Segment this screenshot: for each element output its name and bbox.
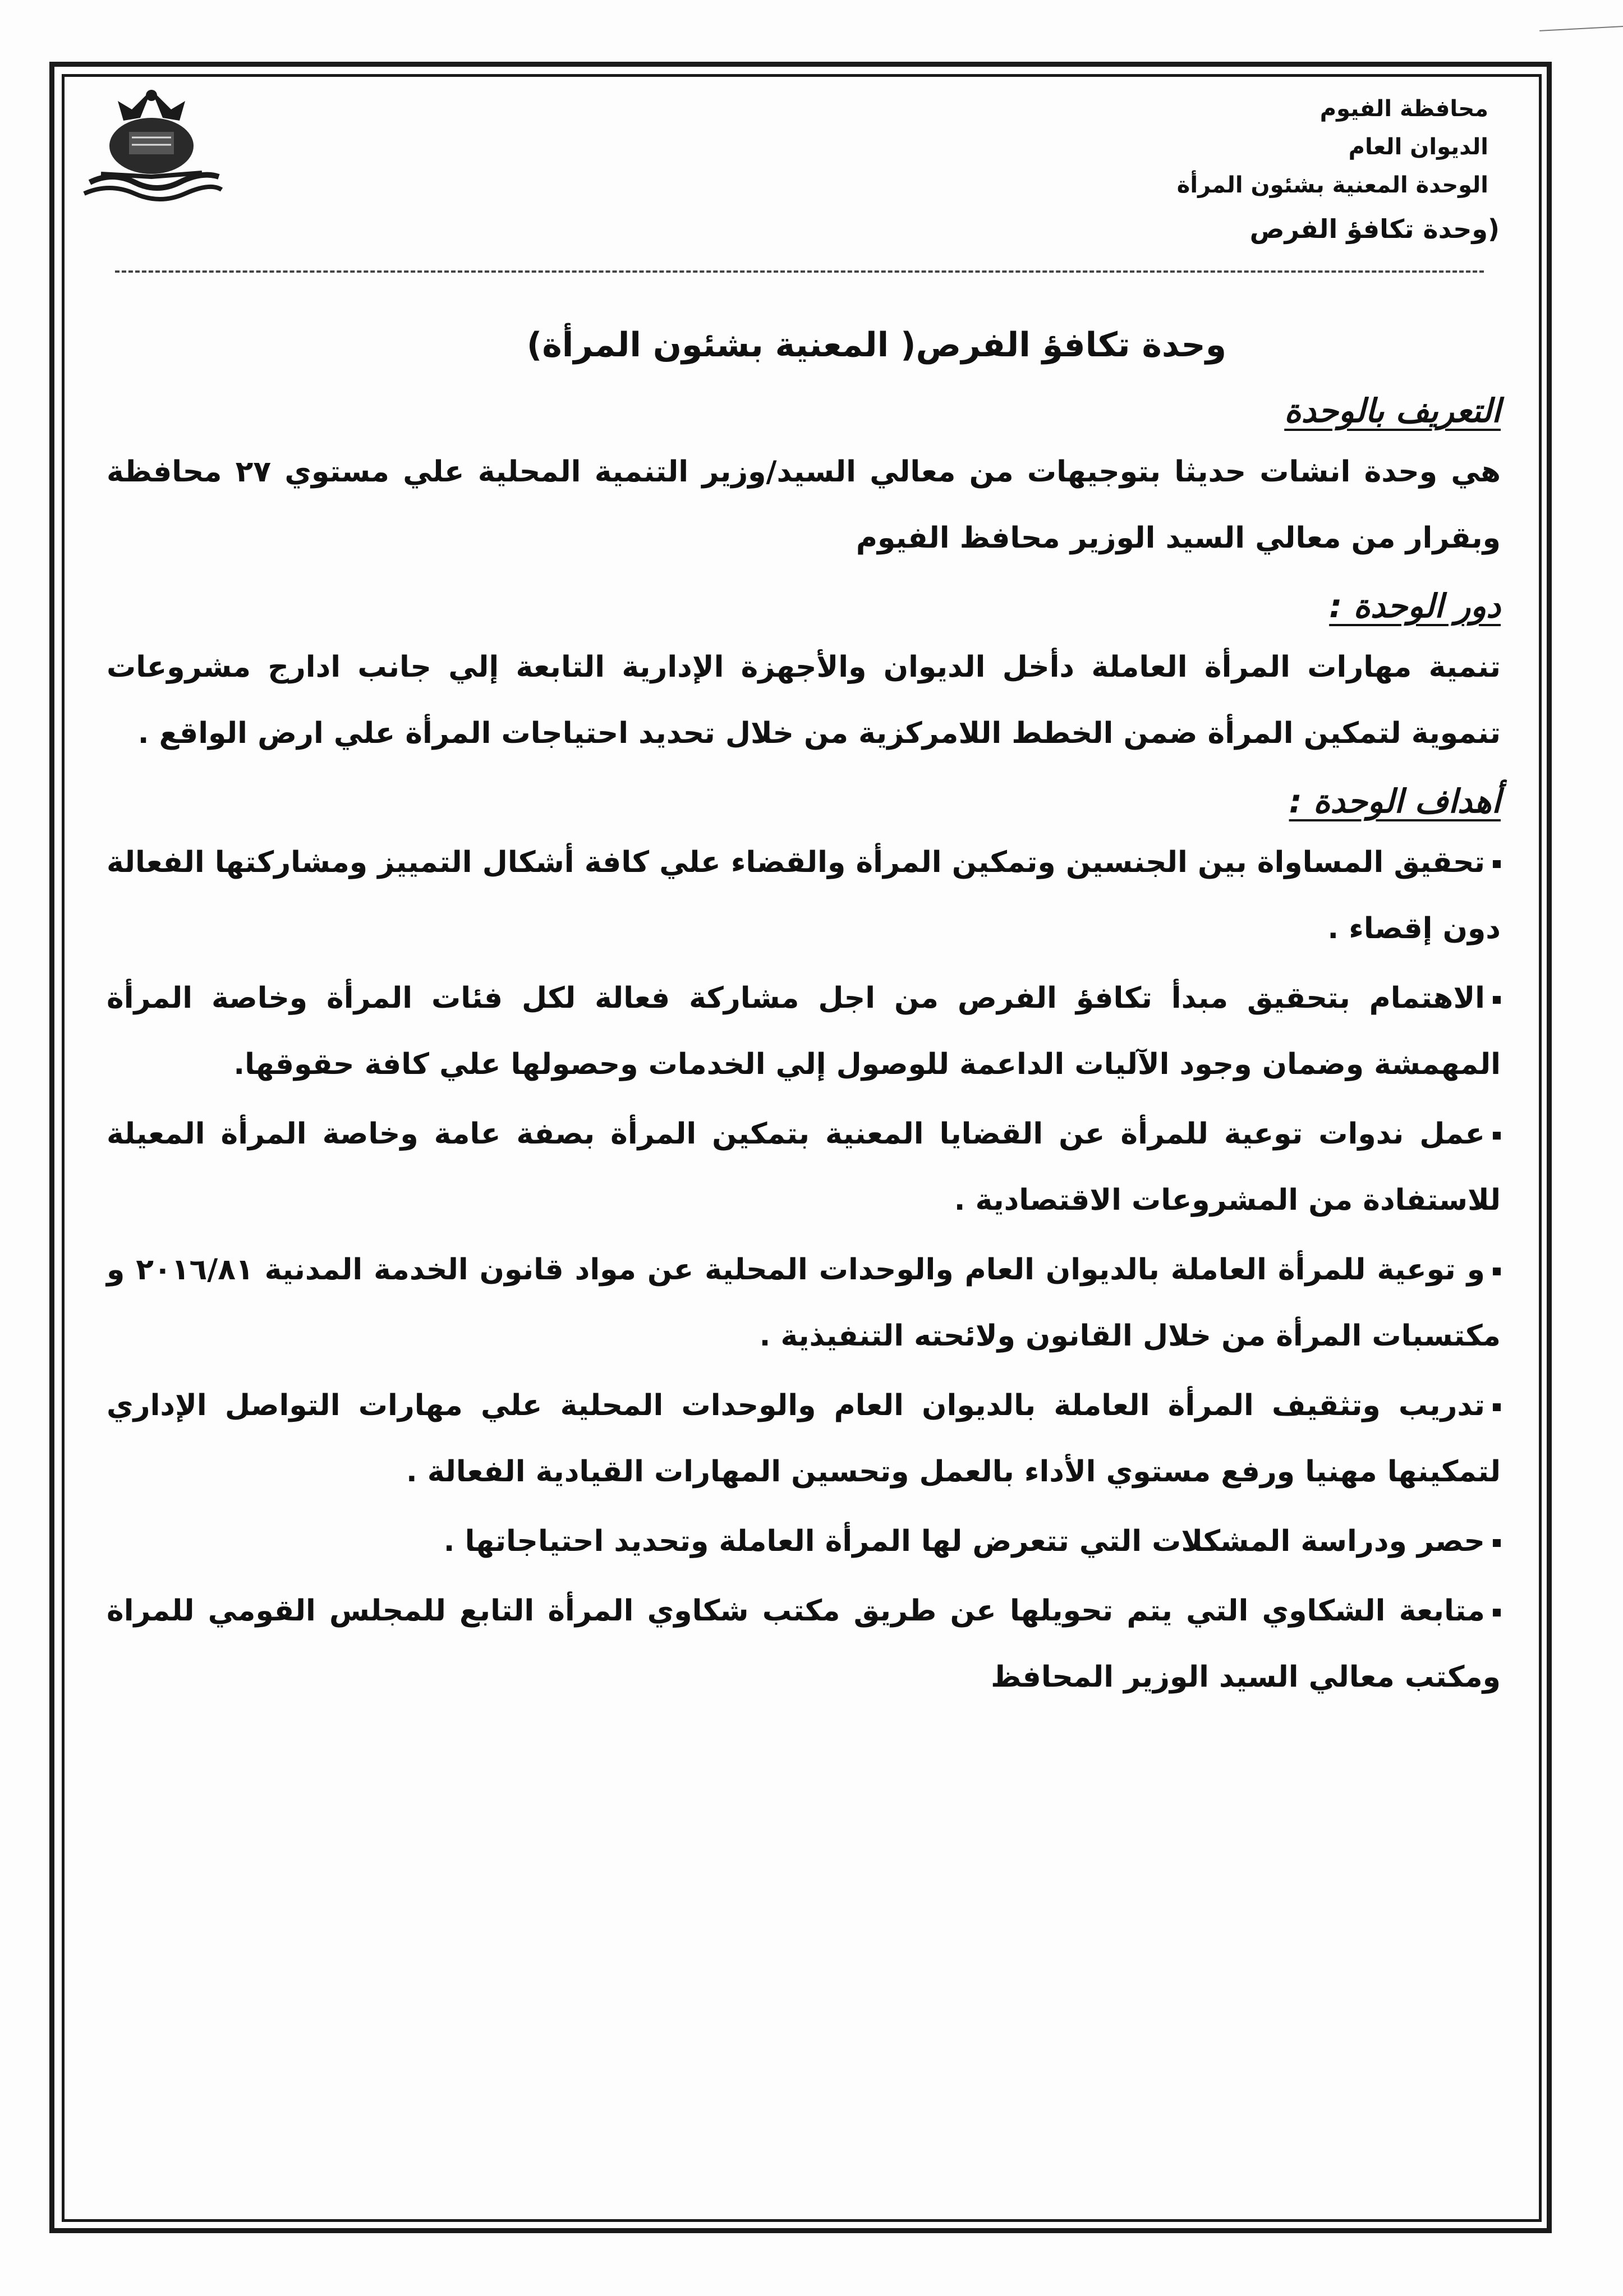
goal-item <box>107 1372 1501 1505</box>
goal-text: و توعية للمرأة العاملة بالديوان العام والوحدات المحلية عن مواد قانون الخدمة المدنية ٢٠١٦/٨١ و مكتسبات المرأة من خلال القانون ولائحته التنفيذية . <box>107 1253 1501 1353</box>
goals-list <box>107 829 1501 1710</box>
goal-text: تدريب وتثقيف المرأة العاملة بالديوان العام والوحدات المحلية علي مهارات التواصل الإداري لتمكينها مهنيا ورفع مستوي الأداء بالعمل وتحسين المهارات القيادية الفعالة . <box>107 1389 1501 1489</box>
section-paragraph-definition: هي وحدة انشات حديثا بتوجيهات من معالي السيد/وزير التنمية المحلية علي مستوي ٢٧ محافظة وبقرار من معالي السيد الوزير محافظ الفيوم <box>107 455 1501 555</box>
section-paragraph-role: تنمية مهارات المرأة العاملة دأخل الديوان والأجهزة الإدارية التابعة إلي جانب ادارج مشروعات تنموية لتمكين المرأة ضمن الخطط اللامركزية من خلال تحديد احتياجات المرأة علي ارض الواقع . <box>107 650 1501 750</box>
letterhead <box>1096 90 1500 249</box>
goal-item <box>107 829 1501 962</box>
letterhead-governorate: محافظة الفيوم <box>1319 96 1488 122</box>
goal-text: تحقيق المساواة بين الجنسين وتمكين المرأة والقضاء علي كافة أشكال التمييز ومشاركتها الفعالة دون إقصاء . <box>107 846 1501 945</box>
letterhead-department: الوحدة المعنية بشئون المرأة <box>1176 172 1488 198</box>
section-heading-role: دور الوحدة : <box>1329 587 1501 625</box>
goal-item <box>107 1101 1501 1233</box>
document-body <box>107 314 1501 1714</box>
header-divider <box>115 270 1484 273</box>
bullet-icon <box>1493 1132 1501 1140</box>
goal-item <box>107 965 1501 1098</box>
goal-text: عمل ندوات توعية للمرأة عن القضايا المعنية بتمكين المرأة بصفة عامة وخاصة المرأة المعيلة للاستفادة من المشروعات الاقتصادية . <box>107 1117 1501 1217</box>
bullet-icon <box>1493 1403 1501 1411</box>
bullet-icon <box>1493 1609 1501 1617</box>
goal-text: متابعة الشكاوي التي يتم تحويلها عن طريق مكتب شكاوي المرأة التابع للمجلس القومي للمراة ومكتب معالي السيد الوزير المحافظ <box>107 1594 1501 1694</box>
fayoum-governorate-emblem-icon <box>79 79 224 208</box>
letterhead-unit: (وحدة تكافؤ الفرص <box>1249 214 1500 244</box>
goal-item <box>107 1508 1501 1574</box>
document-title: وحدة تكافؤ الفرص( المعنية بشئون المرأة) <box>526 325 1227 365</box>
section-heading-goals: أهداف الوحدة : <box>1289 782 1501 820</box>
goal-text: الاهتمام بتحقيق مبدأ تكافؤ الفرص من اجل مشاركة فعالة لكل فئات المرأة وخاصة المرأة المهمشة وضمان وجود الآليات الداعمة للوصول إلي الخدمات وحصولها علي كافة حقوقها. <box>107 981 1501 1081</box>
bullet-icon <box>1493 860 1501 868</box>
section-heading-definition: التعريف بالوحدة <box>1284 392 1501 430</box>
scan-edge-mark <box>1538 3 1623 31</box>
bullet-icon <box>1493 1539 1501 1547</box>
goal-item <box>107 1237 1501 1369</box>
bullet-icon <box>1493 1268 1501 1275</box>
bullet-icon <box>1493 996 1501 1004</box>
goal-text: حصر ودراسة المشكلات التي تتعرض لها المرأة العاملة وتحديد احتياجاتها . <box>443 1524 1485 1558</box>
letterhead-office: الديوان العام <box>1348 134 1488 160</box>
goal-item <box>107 1578 1501 1710</box>
